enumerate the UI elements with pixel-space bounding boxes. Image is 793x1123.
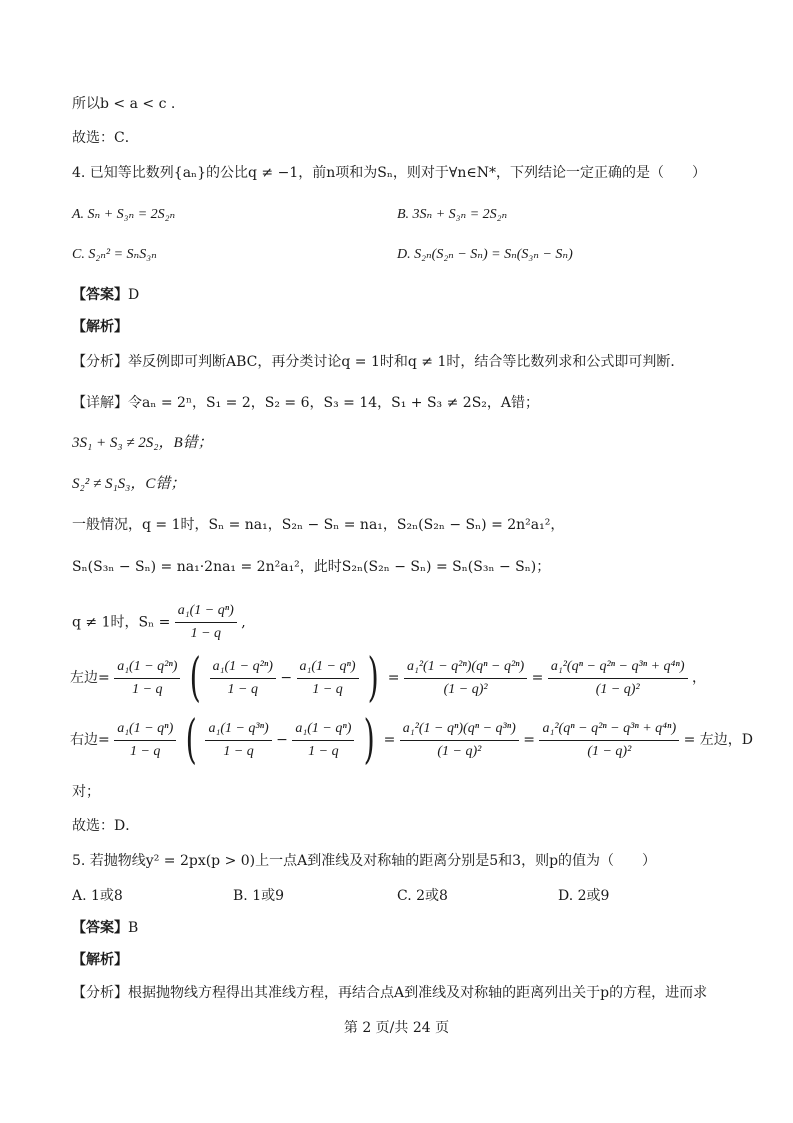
left-frac-2-num: a₁(1 − q²ⁿ) — [210, 656, 276, 679]
q5-analysis-header — [72, 950, 128, 970]
analysis-tag: 【解析】 — [72, 319, 128, 335]
q5-option-d: D. 2或9 — [558, 888, 610, 904]
q4-detail-line-2: 3S₁ + S₃ ≠ 2S₂，B错； — [72, 435, 213, 451]
answer-tag: 【答案】 — [72, 920, 128, 936]
right-side-expansion: 右边= $\frac{\text{a₁(1 − qⁿ)}}{1 - q}$ ( $\frac{\text{a₁(1 − q³ⁿ)}}{1 - q}$ − $\frac{\text{a₁(1 − qⁿ)}}{1 - q}$ ) = $\frac{\text{a₁²(1 − qⁿ)(qⁿ − q³ⁿ)}}{\text{(1 − q)²}}$ = $\frac{\text{a₁²(qⁿ − q²ⁿ − q³ⁿ + q⁴ⁿ)}}{\text{(1 − q)²}}$ = 左边，D — [70, 710, 753, 770]
right-frac-2-num: a₁(1 − q³ⁿ) — [205, 718, 271, 741]
q5-option-c: C. 2或8 — [397, 888, 448, 904]
right-frac-3 — [292, 718, 354, 763]
left-frac-1 — [114, 656, 180, 701]
q4-analysis-header — [72, 317, 128, 337]
q4-detail-line-1: 【详解】令aₙ = 2ⁿ，S₁ = 2，S₂ = 6，S₃ = 14，S₁ + S₃ ≠ 2S₂，A错； — [72, 395, 540, 411]
right-frac-2-den: 1 − q — [223, 743, 254, 759]
left-frac-4-num: a₁²(1 − q²ⁿ)(qⁿ − q²ⁿ) — [404, 656, 527, 679]
left-frac-4 — [404, 656, 527, 701]
answer-value: B — [128, 920, 139, 936]
right-frac-4-den: (1 − q)² — [437, 743, 482, 759]
left-frac-5-num: a₁²(qⁿ − q²ⁿ − q³ⁿ + q⁴ⁿ) — [548, 656, 688, 679]
q4-option-c: C. S₂ₙ² = SₙS₃ₙ — [72, 247, 157, 262]
left-frac-5 — [548, 656, 688, 701]
question-4-stem: 4. 已知等比数列{aₙ}的公比q ≠ −1，前n项和为Sₙ，则对于∀n∈N*，下列结论一定正确的是（ ） — [72, 165, 706, 181]
conclusion-line: 所以b < a < c . — [72, 96, 176, 112]
left-frac-2 — [210, 656, 276, 701]
page-footer: 第 2 页/共 24 页 — [343, 1020, 450, 1036]
analysis-tag: 【解析】 — [72, 952, 128, 968]
left-frac-1-den: 1 − q — [132, 681, 163, 697]
left-frac-2-den: 1 − q — [227, 681, 258, 697]
right-frac-1 — [114, 718, 176, 763]
d-correct-line: 对； — [72, 784, 100, 800]
q4-answer — [72, 285, 139, 305]
right-frac-3-den: 1 − q — [308, 743, 339, 759]
left-side-label: 左边 — [70, 670, 98, 686]
q4-option-d: D. S₂ₙ(S₂ₙ − Sₙ) = Sₙ(S₃ₙ − Sₙ) — [397, 247, 573, 262]
question-5-stem: 5. 若抛物线y² = 2px(p > 0)上一点A到准线及对称轴的距离分别是5和3，则p的值为（ ） — [72, 853, 657, 869]
q4-option-b: B. 3Sₙ + S₃ₙ = 2S₂ₙ — [397, 207, 508, 222]
right-frac-3-num: a₁(1 − qⁿ) — [292, 718, 354, 741]
answer-tag: 【答案】 — [72, 287, 128, 303]
right-frac-4-num: a₁²(1 − qⁿ)(qⁿ − q³ⁿ) — [400, 718, 519, 741]
answer-choice-line: 故选：C． — [72, 130, 139, 146]
q5-answer — [72, 918, 138, 938]
q4-final-choice: 故选：D． — [72, 818, 140, 834]
right-frac-2 — [205, 718, 271, 763]
left-side-tail: ， — [691, 670, 706, 686]
q4-sum-formula-line: q ≠ 1时，Sₙ = $\frac{\text{a₁(1 − qⁿ)}}{1 - q}$ , — [72, 600, 246, 650]
right-frac-5-den: (1 − q)² — [587, 743, 632, 759]
right-frac-1-den: 1 − q — [129, 743, 161, 759]
answer-value: D — [128, 287, 140, 303]
left-frac-3 — [297, 656, 359, 701]
left-side-expansion: 左边= $\frac{\text{a₁(1 − q²ⁿ)}}{1 - q}$ ( $\frac{\text{a₁(1 − q²ⁿ)}}{1 - q}$ − $\frac{\text{a₁(1 − qⁿ)}}{1 - q}$ ) = $\frac{\text{a₁²(1 − q²ⁿ)(qⁿ − q²ⁿ)}}{\text{(1 − q)²}}$ = $\frac{\text{a₁²(qⁿ − q²ⁿ − q³ⁿ + q⁴ⁿ)}}{\text{(1 − q)²}}$ ， — [70, 648, 706, 708]
right-frac-5 — [539, 718, 679, 763]
sum-fraction — [175, 600, 237, 645]
sum-fraction-denominator: 1 − q — [190, 626, 222, 641]
left-frac-4-den: (1 − q)² — [443, 681, 488, 697]
right-frac-5-num: a₁²(qⁿ − q²ⁿ − q³ⁿ + q⁴ⁿ) — [539, 718, 679, 741]
q4-detail-line-4: 一般情况，q = 1时，Sₙ = na₁，S₂ₙ − Sₙ = na₁，S₂ₙ(S₂ₙ − Sₙ) = 2n²a₁²， — [72, 517, 565, 533]
q-neq-1-label: q ≠ 1时，Sₙ = — [72, 614, 171, 631]
q4-option-a: A. Sₙ + S₃ₙ = 2S₂ₙ — [72, 207, 176, 222]
q4-analysis-text: 【分析】举反例即可判断ABC，再分类讨论q = 1时和q ≠ 1时，结合等比数列求和公式即可判断． — [72, 354, 685, 370]
left-frac-5-den: (1 − q)² — [595, 681, 640, 697]
left-frac-1-num: a₁(1 − q²ⁿ) — [114, 656, 180, 679]
sum-fraction-numerator: a₁(1 − qⁿ) — [175, 600, 237, 623]
right-frac-4 — [400, 718, 519, 763]
q5-option-b: B. 1或9 — [233, 888, 285, 904]
right-side-label: 右边 — [70, 732, 98, 748]
q4-detail-line-5: Sₙ(S₃ₙ − Sₙ) = na₁·2na₁ = 2n²a₁²，此时S₂ₙ(S₂ₙ − Sₙ) = Sₙ(S₃ₙ − Sₙ)； — [72, 559, 551, 575]
right-frac-1-num: a₁(1 − qⁿ) — [114, 718, 176, 741]
q5-analysis-text: 【分析】根据抛物线方程得出其准线方程，再结合点A到准线及对称轴的距离列出关于p的方程，进而求 — [72, 985, 708, 1001]
left-frac-3-num: a₁(1 − qⁿ) — [297, 656, 359, 679]
q5-option-a: A. 1或8 — [72, 888, 123, 904]
left-frac-3-den: 1 − q — [312, 681, 343, 697]
q4-detail-line-3: S₂² ≠ S₁S₃，C错； — [72, 476, 186, 492]
right-side-tail: = 左边，D — [683, 732, 753, 748]
